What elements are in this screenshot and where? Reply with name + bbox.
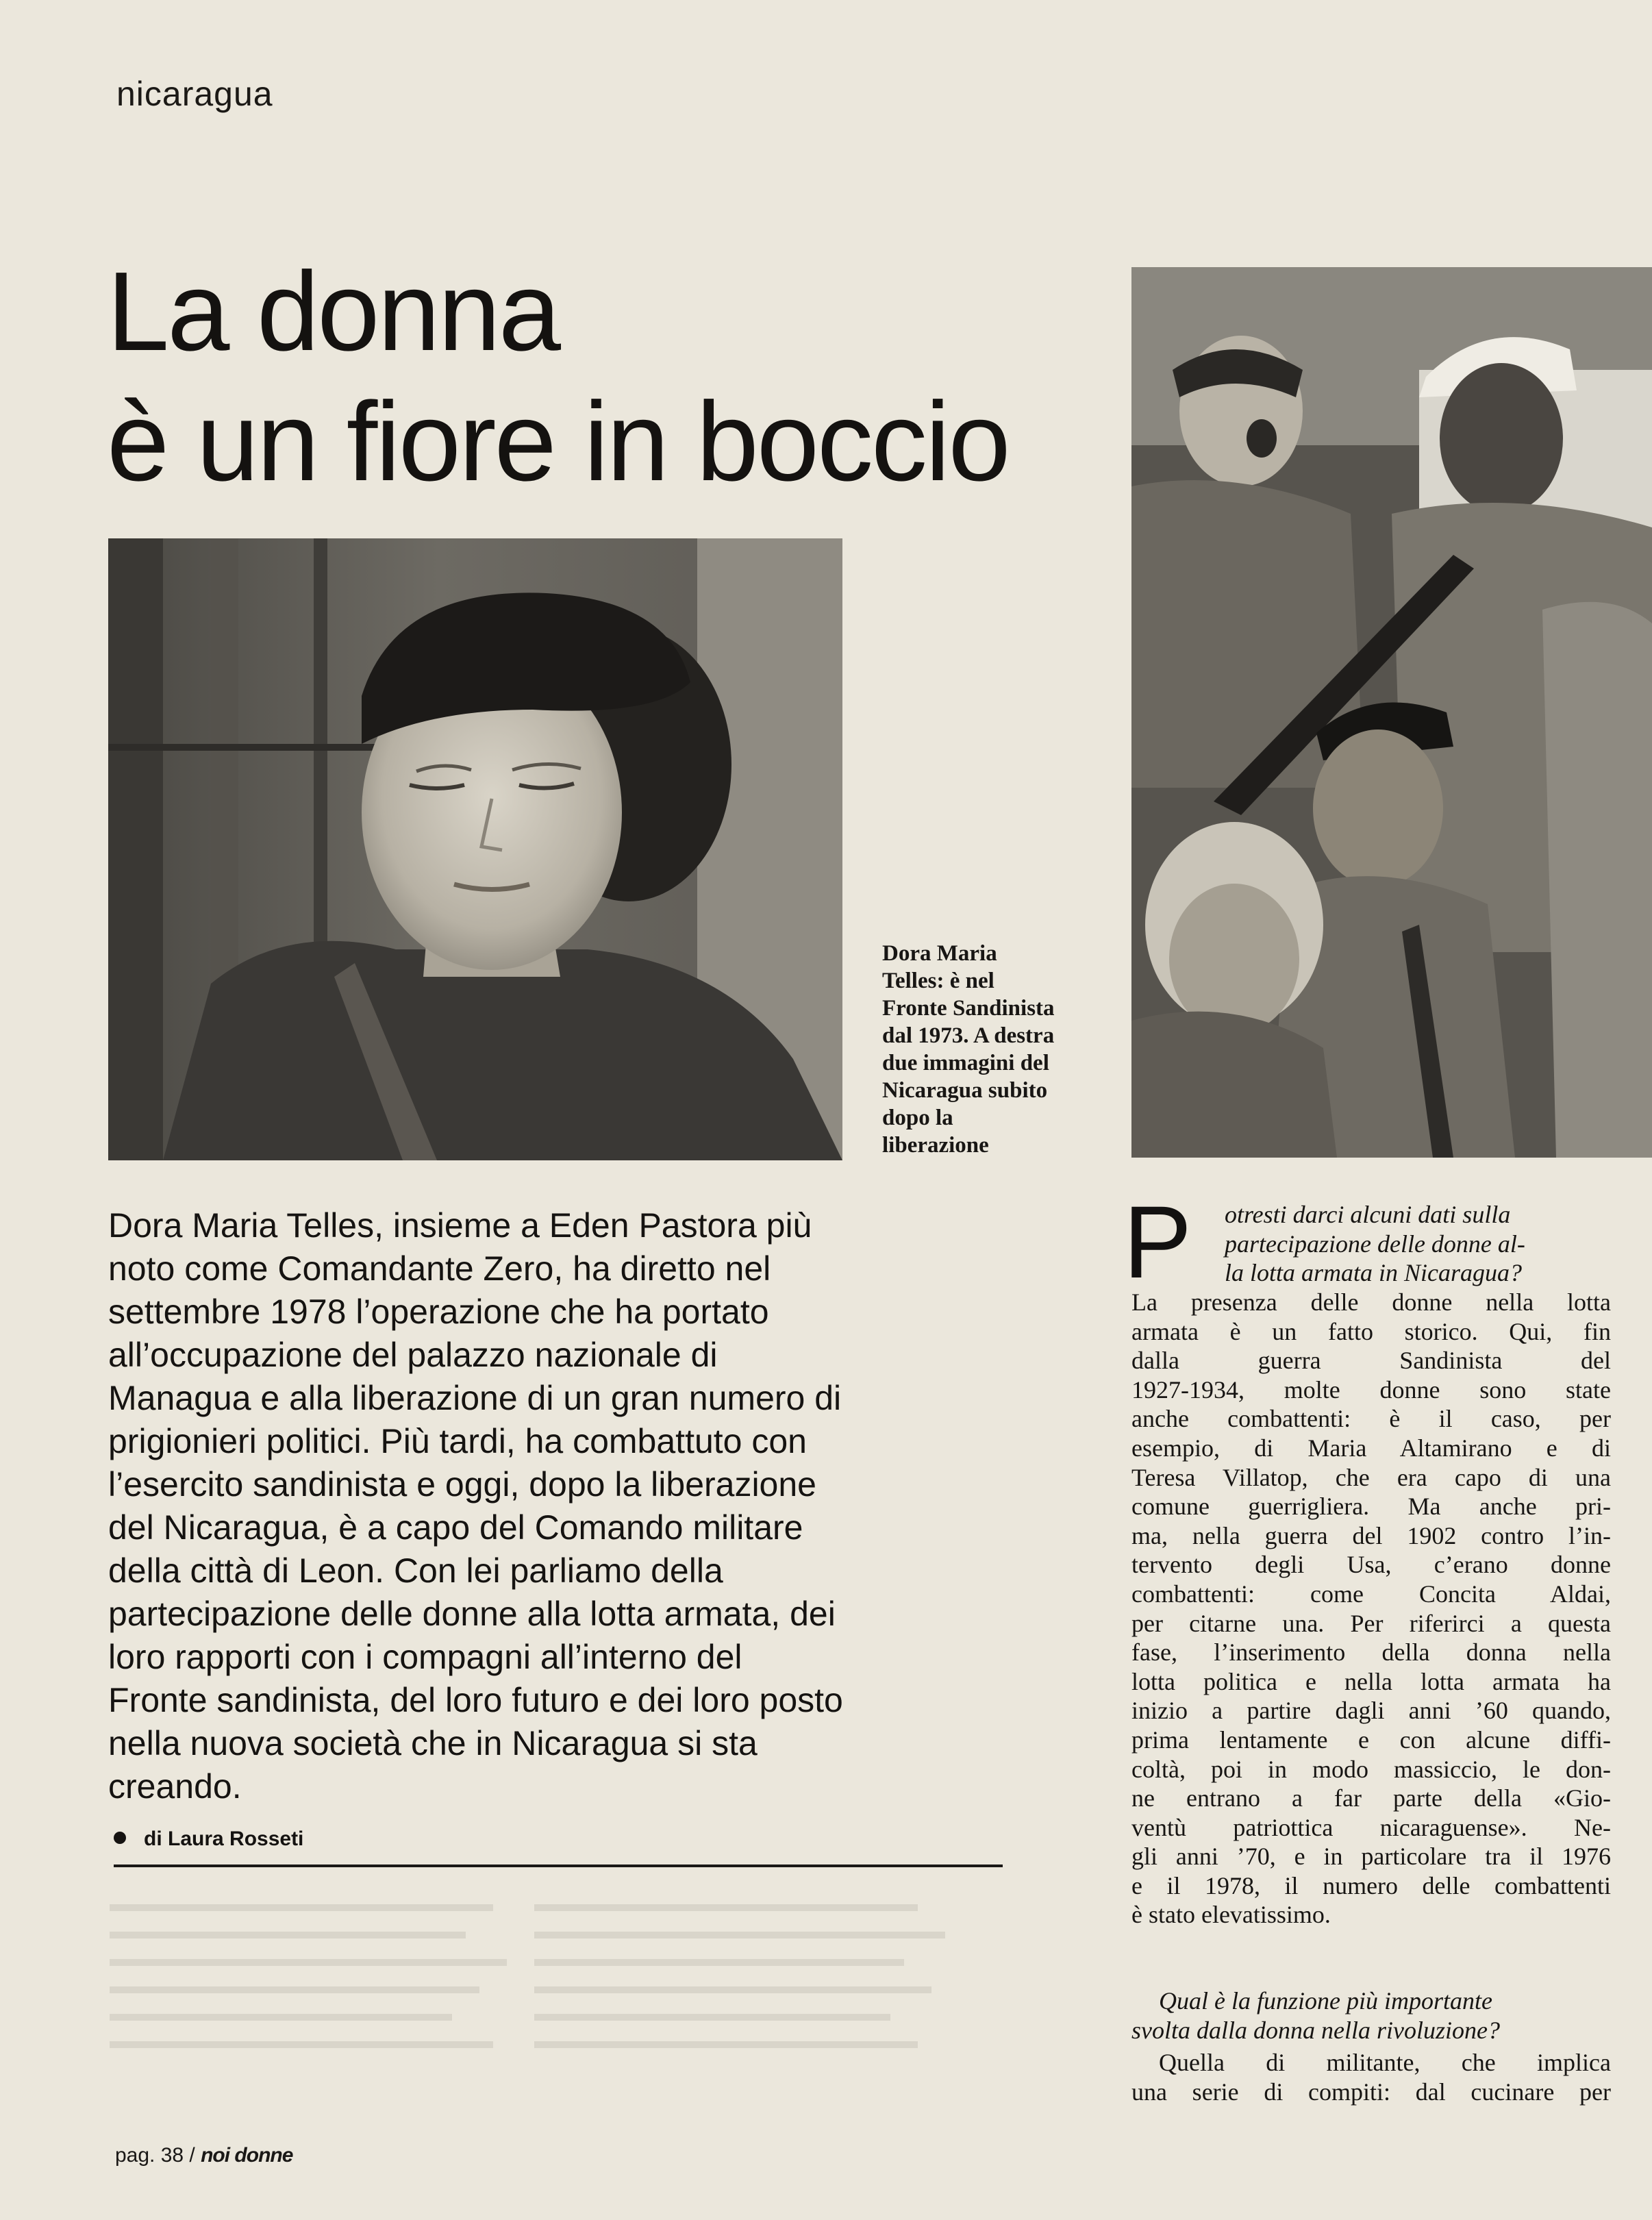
portrait-photo <box>108 538 842 1160</box>
show-through-texture <box>110 1897 1021 2082</box>
divider-rule <box>114 1864 1003 1867</box>
caption-line: dal 1973. A destra <box>882 1023 1055 1048</box>
answer-line: ventù patriottica nicaraguense». Ne- <box>1131 1813 1611 1841</box>
caption-line: Dora Maria <box>882 941 997 966</box>
question-line: la lotta armata in Nicaragua? <box>1225 1259 1523 1287</box>
answer-line: per citarne una. Per riferirci a questa <box>1131 1609 1611 1637</box>
answer-line: lotta politica e nella lotta armata ha <box>1131 1667 1611 1695</box>
photo-caption <box>882 940 1108 1159</box>
answer-line: comune guerrigliera. Ma anche pri- <box>1131 1493 1611 1521</box>
caption-line: dopo la <box>882 1106 953 1130</box>
answer-line: coltà, poi in modo massiccio, le don- <box>1131 1755 1611 1783</box>
caption-line: liberazione <box>882 1133 989 1158</box>
section-label: nicaragua <box>116 75 273 113</box>
byline <box>114 1828 303 1851</box>
caption-line: Nicaragua subito <box>882 1078 1048 1103</box>
answer-line: Quella di militante, che implica <box>1159 2049 1611 2076</box>
intro-line: partecipazione delle donne alla lotta armata, dei <box>108 1595 836 1633</box>
question-1 <box>1225 1200 1608 1288</box>
question-2 <box>1131 1986 1611 2045</box>
page-number: pag. 38 / <box>115 2144 195 2167</box>
question-line: otresti darci alcuni dati sulla <box>1225 1201 1511 1228</box>
answer-line: combattenti: come Concita Aldai, <box>1131 1580 1611 1608</box>
answer-line: anche combattenti: è il caso, per <box>1131 1405 1611 1433</box>
drop-cap: P <box>1123 1184 1192 1299</box>
answer-line: esempio, di Maria Altamirano e di <box>1131 1434 1611 1462</box>
question-line: Qual è la funzione più importante <box>1159 1987 1492 2015</box>
answer-line: ne entrano a far parte della «Gio- <box>1131 1784 1611 1812</box>
intro-line: nella nuova società che in Nicaragua si sta <box>108 1724 758 1762</box>
headline-line-2: è un fiore in boccio <box>107 379 1009 504</box>
answer-line: ma, nella guerra del 1902 contro l’in- <box>1131 1521 1611 1549</box>
headline <box>107 247 1134 507</box>
question-line: svolta dalla donna nella rivoluzione? <box>1131 2016 1500 2044</box>
intro-line: settembre 1978 l’operazione che ha portato <box>108 1293 769 1331</box>
intro-line: del Nicaragua, è a capo del Comando militare <box>108 1508 803 1547</box>
intro-line: l’esercito sandinista e oggi, dopo la liberazione <box>108 1465 816 1504</box>
bullet-icon <box>114 1832 126 1844</box>
answer-line: una serie di compiti: dal cucinare per <box>1131 2078 1611 2106</box>
question-line: partecipazione delle donne al- <box>1225 1230 1525 1258</box>
answer-line: armata è un fatto storico. Qui, fin <box>1131 1317 1611 1345</box>
answer-line: gli anni ’70, e in particolare tra il 1976 <box>1131 1843 1611 1871</box>
page-footer <box>115 2144 292 2167</box>
answer-line: prima lentamente e con alcune diffi- <box>1131 1725 1611 1754</box>
answer-line: e il 1978, il numero delle combattenti <box>1131 1871 1611 1899</box>
answer-line: tervento degli Usa, c’erano donne <box>1131 1551 1611 1579</box>
answer-line: La presenza delle donne nella lotta <box>1131 1288 1611 1316</box>
answer-line: dalla guerra Sandinista del <box>1131 1347 1611 1375</box>
headline-line-1: La donna <box>107 249 560 374</box>
caption-line: due immagini del <box>882 1051 1049 1075</box>
answer-1 <box>1131 1288 1611 1930</box>
crowd-photo <box>1131 267 1652 1158</box>
magazine-name: noi donne <box>201 2144 293 2167</box>
caption-line: Fronte Sandinista <box>882 996 1055 1021</box>
intro-line: Fronte sandinista, del loro futuro e dei loro posto <box>108 1681 843 1719</box>
answer-line: 1927-1934, molte donne sono state <box>1131 1375 1611 1404</box>
intro-line: della città di Leon. Con lei parliamo della <box>108 1551 723 1590</box>
answer-2 <box>1131 2048 1611 2106</box>
answer-line: è stato elevatissimo. <box>1131 1901 1331 1929</box>
intro-line: Dora Maria Telles, insieme a Eden Pastora più <box>108 1206 812 1245</box>
intro-line: creando. <box>108 1767 242 1806</box>
intro-line: loro rapporti con i compagni all’interno del <box>108 1638 742 1676</box>
byline-text: di Laura Rosseti <box>144 1828 304 1850</box>
intro-line: all’occupazione del palazzo nazionale di <box>108 1336 718 1374</box>
intro-line: Managua e alla liberazione di un gran numero di <box>108 1379 842 1417</box>
intro-line: prigionieri politici. Più tardi, ha combattuto con <box>108 1422 807 1460</box>
intro-line: noto come Comandante Zero, ha diretto nel <box>108 1249 771 1288</box>
intro-paragraph <box>108 1204 1026 1808</box>
answer-line: Teresa Villatop, che era capo di una <box>1131 1463 1611 1491</box>
answer-line: inizio a partire dagli anni ’60 quando, <box>1131 1697 1611 1725</box>
caption-line: Telles: è nel <box>882 969 994 993</box>
answer-line: fase, l’inserimento della donna nella <box>1131 1638 1611 1667</box>
